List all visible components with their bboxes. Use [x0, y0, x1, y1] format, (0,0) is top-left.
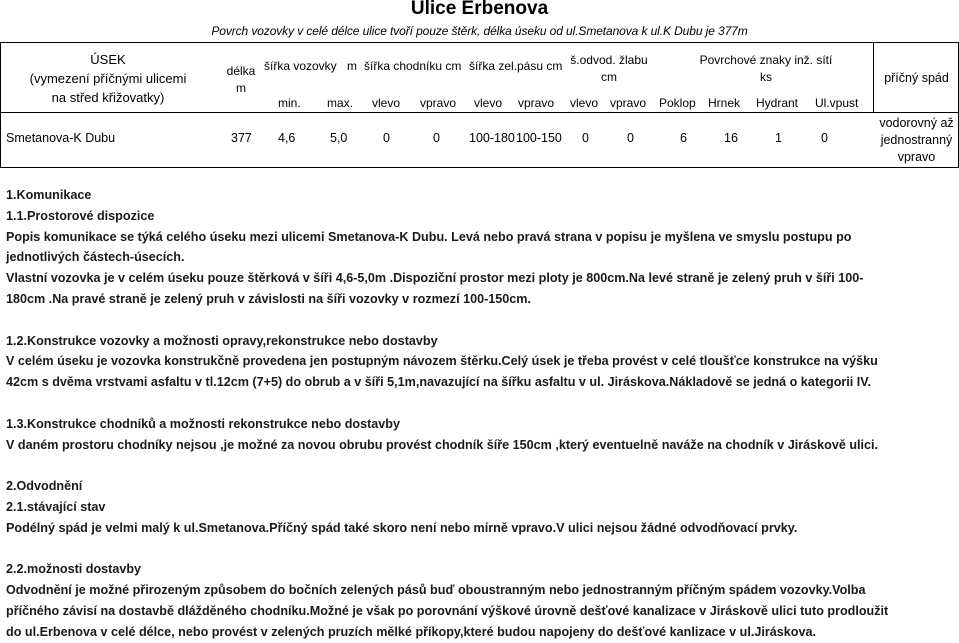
header-hrnek: Hrnek: [708, 96, 741, 110]
body-line: V daném prostoru chodníky nejsou ,je možné za novou obrubu provést chodník šíře 150cm ,který eventuelně naváže na chodník v Jiráskově ulici.: [6, 437, 879, 452]
header-min: min.: [278, 96, 301, 110]
document-body: [6, 185, 951, 643]
row-spad-1: vodorovný až: [879, 116, 954, 130]
header-sirka-vozovky: šířka vozovky: [264, 59, 337, 73]
row-ulvpust: 0: [821, 131, 828, 145]
header-povrchove: [680, 52, 852, 86]
body-line: jednotlivých částech-úsecích.: [6, 250, 185, 265]
header-ulvpust: Ul.vpust: [815, 96, 859, 110]
header-usek: [0, 50, 216, 107]
header-sirka-zel: šířka zel.pásu cm: [469, 59, 563, 73]
body-line: [6, 539, 951, 560]
header-vpravo-1: vpravo: [420, 96, 457, 110]
header-vlevo-3: vlevo: [570, 96, 599, 110]
body-line: 1.1.Prostorové dispozice: [6, 208, 155, 223]
row-pricny-spad: [874, 115, 959, 166]
body-line: příčného závisí na dostavbě dlážděného chodníku.Možné je však po porovnání výškové úrovně dešťové kanalizace v Jiráskově ulici tuto prodloužit: [6, 603, 889, 618]
document-title: Ulice Erbenova: [410, 0, 549, 19]
row-hrnek: 16: [724, 131, 738, 145]
body-line: Odvodnění je možné přirozeným způsobem do bočních zelených pásů buď oboustranným nebo jednostranným příčným spádem vozovky.Volba: [6, 583, 866, 598]
body-line: 1.2.Konstrukce vozovky a možnosti opravy,rekonstrukce nebo dostavby: [6, 333, 438, 348]
table-top-border: [0, 42, 959, 43]
header-sodvod-2: cm: [601, 70, 617, 84]
body-line: Popis komunikace se týká celého úseku mezi ulicemi Smetanova-K Dubu. Levá nebo pravá strana v popisu je myšlena ve smyslu postupu po: [6, 229, 852, 244]
table-bottom-border: [0, 167, 959, 168]
row-min: 4,6: [278, 131, 296, 145]
row-zlab-vpravo: 0: [627, 131, 634, 145]
header-povrchove-1: Povrchové znaky inž. sítí: [699, 53, 833, 67]
body-line: [6, 455, 951, 476]
header-vpravo-2: vpravo: [518, 96, 555, 110]
header-delka-1: délka: [226, 64, 256, 78]
header-sodvod: [566, 52, 652, 86]
header-hydrant: Hydrant: [756, 96, 799, 110]
row-hydrant: 1: [775, 131, 782, 145]
row-chod-vpravo: 0: [433, 131, 440, 145]
body-line: Podélný spád je velmi malý k ul.Smetanova.Příčný spád také skoro není nebo mírně vpravo.V ulici nejsou žádné odvodňovací prvky.: [6, 520, 798, 535]
body-line: 180cm .Na pravé straně je zelený pruh v závislosti na šíři vozovky v rozmezí 100-150cm.: [6, 291, 531, 306]
header-poklop: Poklop: [659, 96, 696, 110]
body-line: do ul.Erbenova v celé délce, nebo provést v zelených pruzích mělké příkopy,které budou napojeny do dešťové kanlizace v ul.Jiráskova.: [6, 624, 816, 639]
header-pricny-spad: příčný spád: [884, 71, 949, 85]
header-max: max.: [327, 96, 354, 110]
row-spad-3: vpravo: [897, 150, 936, 164]
body-line: 2.1.stávající stav: [6, 499, 106, 514]
header-usek-desc-1: (vymezení příčnými ulicemi: [29, 71, 187, 86]
header-sodvod-1: š.odvod. žlabu: [570, 53, 648, 67]
document-subtitle: Povrch vozovky v celé délce ulice tvoří pouze štěrk, délka úseku od ul.Smetanova k ul.K Dubu je 377m: [211, 24, 748, 38]
body-line: Vlastní vozovka je v celém úseku pouze štěrková v šíři 4,6-5,0m .Dispoziční prostor mezi ploty je 800cm.Na levé straně je zelený pruh v šíři 100-: [6, 271, 864, 286]
row-zel-vpravo: 100-150: [516, 131, 562, 145]
row-chod-vlevo: 0: [383, 131, 390, 145]
body-line: 2.2.možnosti dostavby: [6, 562, 142, 577]
body-line: 42cm s dvěma vrstvami asfaltu v tl.12cm (7+5) do obrub a v šíři 5,1m,navazující na šířku asfaltu v ul. Jiráskova.Nákladově se jedná o kategorii IV.: [6, 375, 872, 390]
header-delka-2: m: [236, 81, 246, 95]
header-m: m: [347, 59, 357, 73]
header-vlevo-1: vlevo: [372, 96, 401, 110]
row-delka: 377: [231, 131, 252, 145]
body-line: [6, 310, 951, 331]
body-line: [6, 393, 951, 414]
table-header-border: [0, 112, 959, 113]
row-zlab-vlevo: 0: [582, 131, 589, 145]
body-line: V celém úseku je vozovka konstrukčně provedena jen postupným návozem štěrku.Celý úsek je třeba provést v celé tloušťce konstrukce na výšku: [6, 354, 878, 369]
header-sirka-chodniku: šířka chodníku cm: [364, 59, 462, 73]
header-usek-desc-2: na střed křižovatky): [51, 90, 165, 105]
body-line: 1.3.Konstrukce chodníků a možnosti rekonstrukce nebo dostavby: [6, 416, 400, 431]
row-max: 5,0: [330, 131, 348, 145]
body-line: 1.Komunikace: [6, 188, 92, 202]
header-vpravo-3: vpravo: [610, 96, 647, 110]
row-zel-vlevo: 100-180: [469, 131, 515, 145]
header-delka: [222, 63, 260, 97]
row-spad-2: jednostranný: [880, 133, 953, 147]
row-usek: Smetanova-K Dubu: [6, 131, 116, 145]
row-poklop: 6: [680, 131, 687, 145]
header-usek-title: ÚSEK: [90, 52, 126, 67]
header-povrchove-2: ks: [760, 70, 772, 84]
header-vlevo-2: vlevo: [474, 96, 503, 110]
body-line: 2.Odvodnění: [6, 479, 83, 494]
